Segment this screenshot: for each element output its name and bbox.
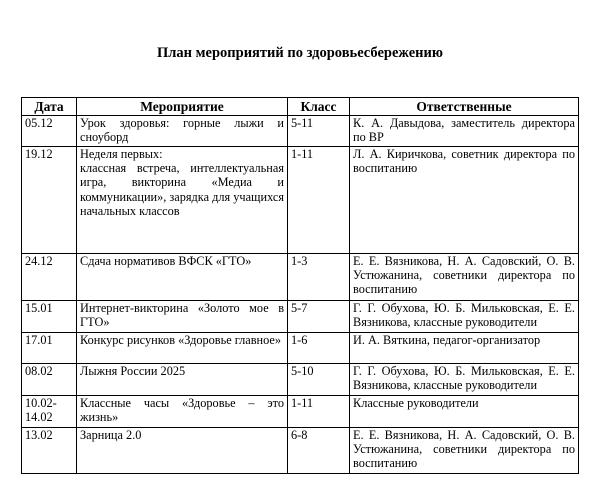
page-title: План мероприятий по здоровьесбережению bbox=[157, 45, 443, 61]
cell-responsible: И. А. Вяткина, педагог-организатор bbox=[350, 333, 579, 364]
table-row bbox=[22, 301, 579, 333]
cell-date: 05.12 bbox=[22, 116, 77, 147]
cell-responsible: Г. Г. Обухова, Ю. Б. Мильковская, Е. Е. Вязникова, классные руководители bbox=[350, 364, 579, 396]
cell-grade: 1-3 bbox=[288, 254, 350, 301]
table-row bbox=[22, 254, 579, 301]
cell-responsible: Л. А. Киричкова, советник директора по воспитанию bbox=[350, 147, 579, 254]
table-row bbox=[22, 396, 579, 428]
cell-responsible: Е. Е. Вязникова, Н. А. Садовский, О. В. Устюжанина, советники директора по воспитанию bbox=[350, 254, 579, 301]
table-row bbox=[22, 147, 579, 254]
table-row bbox=[22, 333, 579, 364]
cell-date: 15.01 bbox=[22, 301, 77, 333]
cell-date: 19.12 bbox=[22, 147, 77, 254]
cell-date: 08.02 bbox=[22, 364, 77, 396]
cell-date: 13.02 bbox=[22, 428, 77, 474]
events-table bbox=[21, 97, 579, 474]
table-row bbox=[22, 364, 579, 396]
cell-grade: 5-10 bbox=[288, 364, 350, 396]
cell-event: Конкурс рисунков «Здоровье главное» bbox=[77, 333, 288, 364]
cell-responsible: Е. Е. Вязникова, Н. А. Садовский, О. В. Устюжанина, советники директора по воспитанию bbox=[350, 428, 579, 474]
cell-responsible: К. А. Давыдова, заместитель директора по ВР bbox=[350, 116, 579, 147]
header-event: Мероприятие bbox=[77, 98, 288, 116]
cell-event: Неделя первых: классная встреча, интеллектуальная игра, викторина «Медиа и коммуникации», зарядка для учащихся начальных классов bbox=[77, 147, 288, 254]
cell-grade: 1-11 bbox=[288, 396, 350, 428]
cell-date: 17.01 bbox=[22, 333, 77, 364]
cell-event: Урок здоровья: горные лыжи и сноуборд bbox=[77, 116, 288, 147]
cell-event: Интернет-викторина «Золото мое в ГТО» bbox=[77, 301, 288, 333]
table-row bbox=[22, 428, 579, 474]
cell-grade: 5-11 bbox=[288, 116, 350, 147]
cell-event: Классные часы «Здоровье – это жизнь» bbox=[77, 396, 288, 428]
cell-grade: 1-11 bbox=[288, 147, 350, 254]
cell-grade: 6-8 bbox=[288, 428, 350, 474]
cell-date: 24.12 bbox=[22, 254, 77, 301]
header-responsible: Ответственные bbox=[350, 98, 579, 116]
cell-date: 10.02- 14.02 bbox=[22, 396, 77, 428]
cell-responsible: Г. Г. Обухова, Ю. Б. Мильковская, Е. Е. Вязникова, классные руководители bbox=[350, 301, 579, 333]
header-grade: Класс bbox=[288, 98, 350, 116]
table-header-row bbox=[22, 98, 579, 116]
cell-grade: 5-7 bbox=[288, 301, 350, 333]
header-date: Дата bbox=[22, 98, 77, 116]
cell-event: Лыжня России 2025 bbox=[77, 364, 288, 396]
cell-event: Сдача нормативов ВФСК «ГТО» bbox=[77, 254, 288, 301]
cell-responsible: Классные руководители bbox=[350, 396, 579, 428]
table-row bbox=[22, 116, 579, 147]
cell-grade: 1-6 bbox=[288, 333, 350, 364]
cell-event: Зарница 2.0 bbox=[77, 428, 288, 474]
